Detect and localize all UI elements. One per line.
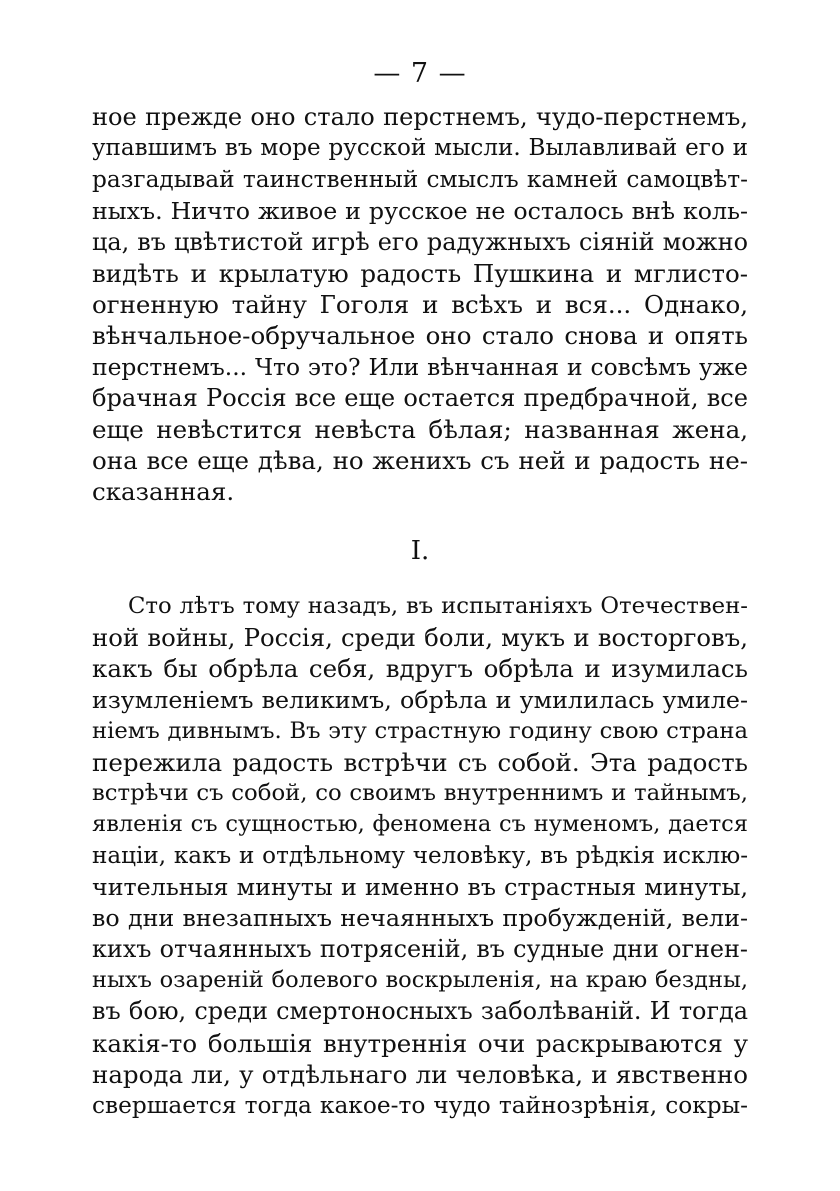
text-line: брачная Россія все еще остается предбрачной, все — [92, 383, 748, 412]
text-line: еще невѣстится невѣста бѣлая; названная жена, — [92, 414, 748, 444]
text-line: Сто лѣтъ тому назадъ, въ испытаніяхъ Отечествен- — [128, 593, 748, 619]
text-line: она все еще дѣва, но женихъ съ ней и радость не- — [92, 446, 748, 476]
text-line: ныхъ озареній болевого воскрыленія, на краю бездны, — [92, 967, 748, 994]
main-paragraph — [92, 591, 748, 1121]
text-line: ца, въ цвѣтистой игрѣ его радужныхъ сіяній можно — [92, 227, 748, 256]
text-line: кихъ отчаянныхъ потрясеній, въ судные дни огнен- — [92, 935, 748, 964]
text-line: сказанная. — [92, 477, 235, 507]
text-line: какъ бы обрѣла себя, вдругъ обрѣла и изумилась — [92, 654, 748, 684]
text-line: націи, какъ и отдѣльному человѣку, въ рѣдкія исклю- — [92, 842, 748, 869]
text-line: изумленіемъ великимъ, обрѣла и умилилась умиле- — [92, 685, 748, 714]
text-line: упавшимъ въ море русской мысли. Вылавливай его и — [92, 135, 748, 162]
text-line: вѣнчальное-обручальное оно стало снова и опять — [92, 321, 748, 351]
text-line: народа ли, у отдѣльнаго ли человѣка, и явственно — [92, 1059, 748, 1089]
text-line: ное прежде оно стало перстнемъ, чудо-перстнемъ, — [92, 103, 748, 131]
text-line: явленія съ сущностью, феномена съ нуменомъ, дается — [92, 811, 748, 838]
text-line: огненную тайну Гоголя и всѣхъ и вся... Однако, — [92, 290, 748, 320]
section-heading: I. — [410, 536, 430, 566]
text-line: во дни внезапныхъ нечаянныхъ пробужденій, вели- — [92, 903, 748, 932]
text-line: чительныя минуты и именно въ страстныя минуты, — [92, 872, 748, 901]
text-line: какія-то большія внутреннія очи раскрываются у — [92, 1028, 748, 1058]
text-line: ной войны, Россія, среди боли, мукъ и восторговъ, — [92, 623, 748, 653]
text-line: встрѣчи съ собой, со своимъ внутреннимъ и тайнымъ, — [92, 780, 748, 807]
text-line: ніемъ дивнымъ. Въ эту страстную годину свою страна — [92, 717, 748, 744]
text-line: разгадывай таинственный смыслъ камней самоцвѣт- — [92, 166, 748, 194]
text-line: перстнемъ... Что это? Или вѣнчанная и совсѣмъ уже — [92, 352, 748, 381]
page-number: — 7 — — [373, 58, 467, 89]
text-line: видѣть и крылатую радость Пушкина и мглисто- — [92, 258, 748, 288]
text-line: свершается тогда какое-то чудо тайнозрѣнія, сокры- — [92, 1092, 748, 1119]
intro-paragraph — [92, 102, 748, 507]
text-line: пережила радость встрѣчи съ собой. Эта радость — [92, 747, 748, 777]
text-line: ныхъ. Ничто живое и русское не осталось внѣ коль- — [92, 196, 748, 225]
text-line: въ бою, среди смертоносныхъ заболѣваній. И тогда — [92, 997, 748, 1026]
